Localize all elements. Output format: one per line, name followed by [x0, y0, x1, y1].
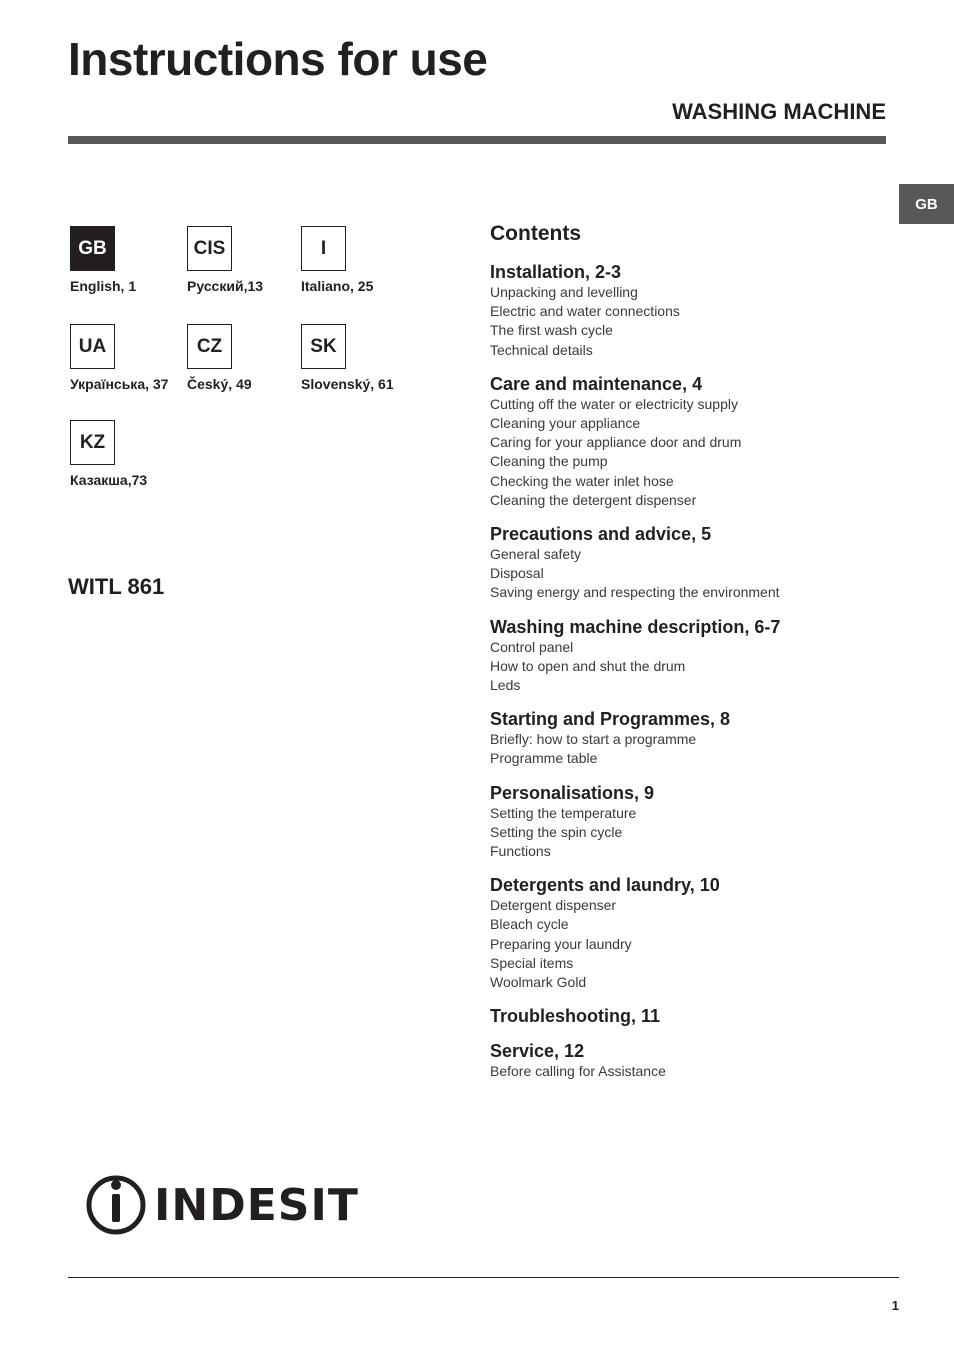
section-item: Electric and water connections — [490, 303, 680, 320]
contents-section — [490, 1040, 890, 1081]
language-side-tab: GB — [899, 184, 954, 224]
language-label: English, 1 — [70, 278, 137, 294]
language-code-box: GB — [70, 226, 115, 271]
section-item: Leds — [490, 677, 521, 694]
section-item: Briefly: how to start a programme — [490, 731, 697, 748]
model-name: WITL 861 — [68, 574, 165, 599]
section-item: Saving energy and respecting the environment — [490, 584, 780, 601]
section-item: Special items — [490, 954, 574, 971]
section-item: Programme table — [490, 750, 598, 767]
section-item: The first wash cycle — [490, 322, 613, 339]
section-title: Care and maintenance, 4 — [490, 373, 703, 394]
header-divider — [68, 136, 886, 144]
section-item: Cutting off the water or electricity supply — [490, 395, 738, 412]
contents-section — [490, 708, 890, 768]
language-code-box: UA — [70, 324, 115, 369]
section-item: Detergent dispenser — [490, 897, 617, 914]
section-title: Personalisations, 9 — [490, 782, 655, 803]
section-item: Checking the water inlet hose — [490, 472, 674, 489]
language-code-box: SK — [301, 324, 346, 369]
section-title: Detergents and laundry, 10 — [490, 875, 720, 896]
language-entry-sk — [301, 324, 421, 392]
section-item: Functions — [490, 843, 551, 860]
language-entry-cz — [187, 324, 307, 392]
language-code-box: CIS — [187, 226, 232, 271]
language-entry-cis — [187, 226, 307, 294]
section-item: Cleaning the detergent dispenser — [490, 491, 697, 508]
contents-section — [490, 874, 890, 992]
contents-section — [490, 782, 890, 862]
section-item: Woolmark Gold — [490, 974, 587, 991]
product-type: WASHING MACHINE — [672, 99, 886, 124]
page-title: Instructions for use — [68, 33, 488, 85]
footer-divider — [68, 1277, 899, 1278]
indesit-logo-icon — [84, 1174, 148, 1236]
language-entry-i — [301, 226, 421, 294]
section-item: Disposal — [490, 565, 544, 582]
section-title: Washing machine description, 6-7 — [490, 616, 781, 637]
contents-title: Contents — [490, 222, 581, 245]
table-of-contents — [490, 222, 890, 1094]
section-item: Unpacking and levelling — [490, 284, 638, 300]
section-item: Cleaning the pump — [490, 453, 608, 470]
language-code-box: I — [301, 226, 346, 271]
section-item: How to open and shut the drum — [490, 657, 686, 674]
section-item: Before calling for Assistance — [490, 1063, 666, 1080]
brand-logo — [84, 1174, 359, 1236]
language-code-box: KZ — [70, 420, 115, 465]
section-item: Bleach cycle — [490, 916, 569, 933]
contents-section — [490, 1005, 890, 1027]
section-item: Technical details — [490, 341, 593, 358]
language-label: Slovenský, 61 — [301, 376, 394, 392]
section-title: Installation, 2-3 — [490, 262, 622, 282]
language-label: Русский,13 — [187, 278, 264, 294]
section-title: Service, 12 — [490, 1041, 585, 1062]
contents-section — [490, 616, 890, 696]
section-title: Troubleshooting, 11 — [490, 1006, 661, 1027]
section-item: Setting the spin cycle — [490, 823, 623, 840]
language-entry-gb — [70, 226, 190, 294]
contents-section — [490, 373, 890, 510]
contents-section — [490, 261, 890, 360]
section-item: Cleaning your appliance — [490, 415, 641, 432]
section-item: Setting the temperature — [490, 804, 637, 821]
language-label: Italiano, 25 — [301, 278, 374, 294]
section-title: Precautions and advice, 5 — [490, 524, 712, 545]
language-entry-ua — [70, 324, 190, 392]
contents-section — [490, 523, 890, 603]
brand-name: INDESIT — [154, 1179, 359, 1231]
language-label: Český, 49 — [187, 376, 252, 392]
section-item: Preparing your laundry — [490, 935, 632, 952]
section-item: General safety — [490, 546, 582, 563]
language-code-box: CZ — [187, 324, 232, 369]
section-item: Control panel — [490, 638, 574, 655]
section-title: Starting and Programmes, 8 — [490, 709, 731, 730]
language-label: Українська, 37 — [70, 376, 169, 392]
section-item: Caring for your appliance door and drum — [490, 434, 742, 451]
contents-sections — [490, 261, 890, 1081]
page-number: 1 — [891, 1298, 899, 1313]
language-label: Казакша,73 — [70, 472, 148, 488]
language-entry-kz — [70, 420, 190, 488]
